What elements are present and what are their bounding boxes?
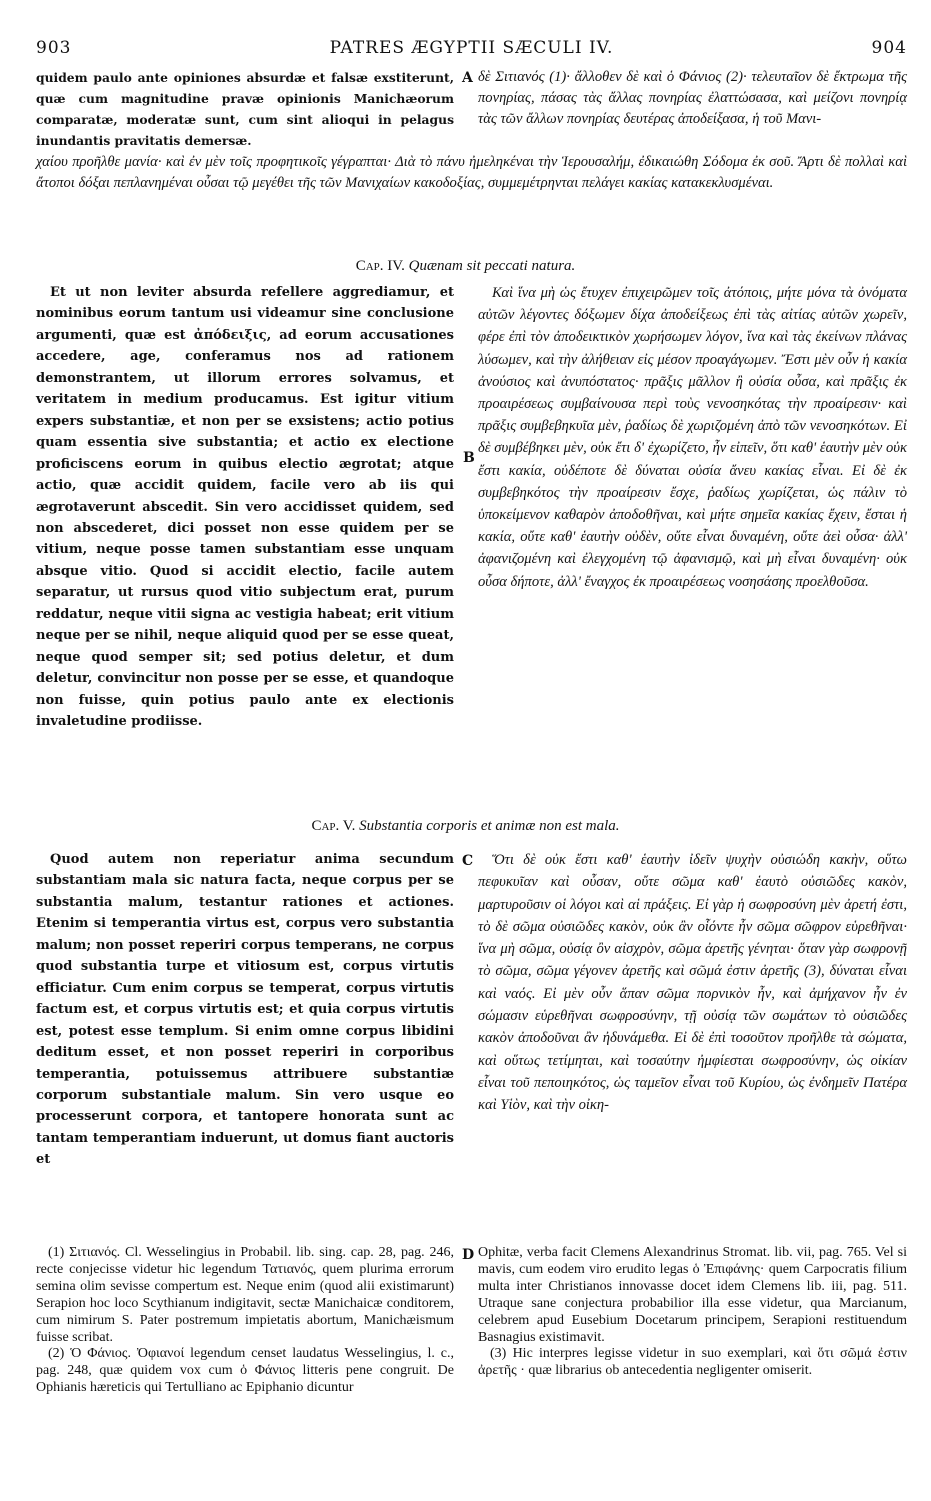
marker-b: B [463, 450, 475, 466]
top-latin-column [36, 67, 454, 151]
running-header [36, 34, 907, 62]
left-page-number: 903 [36, 38, 72, 58]
top-greek-column [478, 67, 907, 130]
top-greek-fullwidth [36, 152, 907, 194]
top-latin-text: quidem paulo ante opiniones absurdæ et falsæ exstiterunt, quæ cum magnitudine pravæ opinionis Manichæorum comparatæ, moderatæ sunt, cum sint alioqui in pelagus inundantis pravitatis demersæ. [36, 70, 454, 149]
chapter-4-number: Cap. IV. [355, 258, 405, 274]
footnote-1: (1) Σιτιανός. Cl. Wesselingius in Probabil. lib. sing. cap. 28, pag. 246, recte conjecisse videtur hic legendum Τατιανός, quem plurima errorum semina olim sevisse compertum est. Neque enim (quod alii existimarunt) Serapion hoc loco Scythianum indigitavit, sectæ Manichaicæ conditorem, cum nimirum S. Pater postremum impietatis abortum, Manichæismum fuisse scribat. [36, 1245, 454, 1345]
chapter-5-greek-column [478, 849, 907, 1117]
chapter-5-title: Substantia corporis et animæ non est mala. [359, 818, 620, 834]
right-page-number: 904 [871, 38, 907, 58]
footnote-3: (3) Hic interpres legisse videtur in suo exemplari, καὶ ὅτι σῶμά ἐστιν ἀρετῆς · quæ librarius ob antecedentia negligenter omiserit. [478, 1346, 907, 1379]
marker-a: A [462, 70, 473, 86]
chapter-5-latin-text: Quod autem non reperiatur anima secundum substantiam mala sic natura facta, neque corpus per se substantia malum, testantur rationes et actiones. Etenim si temperantia virtus est, corpus vero substantia malum; non posset reperiri corpus temperans, ne corpus quod substantia turpe et vitiosum est, corpus virtutis efficiatur. Cum enim corpus se temperat, corpus virtutis factum est, et corpus virtutis est; et quia corpus virtutis est, potest esse templum. Si enim omne corpus libidini deditum esset, et non posset reperiri in corporibus temperantia, potuissemus attribuere substantiæ corporum substantiale malum. Sin vero usque eo processerunt corpora, et tantopere honorata sunt ac tantam temperantiam induerunt, ut domus fiant auctoris et [36, 852, 454, 1168]
chapter-4-latin-column [36, 282, 454, 733]
footnote-2-continued: Ophitæ, verba facit Clemens Alexandrinus Stromat. lib. vii, pag. 765. Vel si mavis, cum eodem viro erudito legas ὁ Ἐπιφάνης· quem Carpocratis filium multa inter Christianos innovasse docet idem Clemens lib. iii, pag. 511. Utraque sane conjectura probabilior illa esse videtur, qua Marcianum, celebrem apud Eusebium Docetarum principem, Serapioni restituendum Basnagius existimavit. [478, 1245, 907, 1345]
chapter-4-heading [0, 258, 931, 275]
chapter-5-greek-text: Ὅτι δὲ οὐκ ἔστι καθ' ἑαυτὴν ἰδεῖν ψυχὴν οὐσιώδη κακὴν, οὕτω πεφυκυῖαν καὶ οὖσαν, οὔτε σῶμα καθ' ἑαυτὸ οὐσιῶδες κακὸν, μαρτυροῦσιν οἱ λόγοι καὶ αἱ πράξεις. Εἰ γὰρ ἡ σωφροσύνη μὲν ἀρετή ἐστι, τὸ δὲ σῶμα οὐσιῶδες κακὸν, οὐκ ἂν οἷόντε ἦν σῶμα σῶφρον εὑρεθῆναι· ἵνα μὴ σῶμα, οὐσίᾳ ὂν αἰσχρὸν, σῶμα ἀρετῆς γένηται· ὅταν γὰρ σωφρονῇ τὸ σῶμα, σῶμα γέγονεν ἀρετῆς καὶ σῶμά ἐστιν ἀρετῆς (3), δύναται εἶναι καὶ ναός. Εἰ μὲν οὖν ἅπαν σῶμα πορνικὸν ἦν, καὶ ἀμήχανον ἦν ἐν σώμασιν εὑρεθῆναι σωφροσύνην, τῇ οὐσίᾳ τῶν σωμάτων τὸ οὐσιῶδες κακὸν ἀποδοῦναι ἂν ἠδυνάμεθα. Εἰ δὲ ἐπὶ τοσοῦτον προῆλθε τὰ σώματα, καὶ οὕτως τετίμηται, καὶ τοσαύτην ἠμφίεσται σωφροσύνην, ὡς οἰκίαν εἶναι τοῦ πεποιηκότος, ὡς ταμεῖον εἶναι τοῦ Κυρίου, ὡς ἐνδημεῖν Πατέρα καὶ Υἱὸν, καὶ τὴν οἰκη- [478, 852, 907, 1114]
footnotes-left-column [36, 1245, 454, 1397]
top-greek-text: δὲ Σιτιανός (1)· ἄλλοθεν δὲ καὶ ὁ Φάνιος (2)· τελευταῖον δὲ ἔκτρωμα τῆς πονηρίας, πάσας τὰς ἄλλας πονηρίας ἐλαττώσασα, καὶ μείζονι πονηρίᾳ τὰς τῶν ἄλλων πονηρίας δευτέρας ἀποδείξασα, ἡ τοῦ Μανι- [478, 69, 907, 128]
top-greek-full-text: χαίου προῆλθε μανία· καὶ ἐν μὲν τοῖς προφητικοῖς γέγραπται· Διὰ τὸ πάνυ ἠμεληκέναι τὴν Ἱερουσαλήμ, ἐδικαιώθη Σόδομα ἐκ σοῦ. Ἄρτι δὲ πολλαὶ καὶ ἄτοποι δόξαι πεπλανημέναι οὖσαι τῷ μεγέθει τῆς τῶν Μανιχαίων κακοδοξίας, συμμεμέτρηνται πελάγει κακίας κατακεκλυσμέναι. [36, 154, 907, 192]
chapter-4-greek-text: Καὶ ἵνα μὴ ὡς ἔτυχεν ἐπιχειρῶμεν τοῖς ἀτόποις, μήτε μόνα τὰ ὀνόματα αὐτῶν λέγοντες δόξωμεν δίχα ἀποδείξεως ἐπὶ τὰς αἰτίας αὐτῶν χωρεῖν, φέρε ἐπὶ τὸν ἀποδεικτικὸν χωρήσωμεν λόγον, ἵνα καὶ τὰς ἐκείνων πλάνας λύσωμεν, καὶ τὴν ἀλήθειαν εἰς μέσον προαγάγωμεν. Ἔστι μὲν οὖν ἡ κακία ἀνούσιος καὶ ἀνυπόστατος· πρᾶξις μᾶλλον ἢ οὐσία οὖσα, καὶ πρᾶξις ἐκ προαιρέσεως συμβαίνουσα περὶ τοὺς νενοσηκότας τὴν προαίρεσιν· καὶ πρᾶξις συμβεβηκυῖα μὲν, ῥαδίως δὲ χωριζομένη ἀπὸ τῶν νενοσηκότων. Εἰ δὲ συμβέβηκει μὲν, οὐκ ἔτι δ' ἐχωρίζετο, ἦν εἰπεῖν, ὅτι καθ' ἑαυτὴν μὲν οὐκ ἔστι κακία, οὐδέποτε δὲ δύναται οὐσία ἄνευ κακίας εἶναι. Εἰ δὲ ἐκ συμβεβηκότος τὴν προαίρεσιν ἔσχε, ῥαδίως χωρίζεται, ὡς πάλιν τὸ ὑποκείμενον καθαρὸν ἀποδοθῆναι, καὶ μήτε σημεῖα κακίας ἔχειν, ἔσται ἡ κακία, οὔτε καθ' ἑαυτὴν οὐδὲν, οὔτε εἶναι δυναμένη, οὔτε ἀεὶ οὖσα· ἀλλ' ἀφανιζομένη καὶ ἐλεγχομένη τῷ ἀφανισμῷ, καὶ μὴ εἶναι δυναμένη· οὐκ οὖσα δήποτε, ἀλλ' ἔναγχος ἐκ προαιρέσεως νοσησάσης προελθοῦσα. [478, 285, 907, 590]
footnote-2: (2) Ὁ Φάνιος. Ὀφιανοί legendum censet laudatus Wesselingius, l. c., pag. 248, quæ quidem vox cum ὁ Φάνιος litteris pene congruit. De Ophianis hæreticis qui Tertulliano ac Epiphanio dicuntur [36, 1346, 454, 1396]
chapter-4-title: Quænam sit peccati natura. [408, 258, 576, 274]
chapter-4-greek-column [478, 282, 907, 593]
chapter-5-latin-column [36, 849, 454, 1171]
marker-d: D [462, 1247, 475, 1263]
footnotes-right-column [478, 1245, 907, 1380]
chapter-5-number: Cap. V. [311, 818, 356, 834]
running-title: PATRES ÆGYPTII SÆCULI IV. [329, 38, 614, 58]
marker-c: C [462, 853, 474, 869]
chapter-4-latin-text: Et ut non leviter absurda refellere aggrediamur, et nominibus eorum tantum usi videamur sine conclusione argumenti, quæ est ἀπόδειξις, ad eorum accusationes accedere, age, conferamus nos ad rationem demonstrantem, ut illorum errores solvamus, et veritatem in medium producamus. Est igitur vitium expers substantiæ, et non per se exsistens; actio potius quam essentia sive substantia; et actio ex electione proficiscens eorum in quibus electio ægrotat; atque actio, quæ accidit quidem, facile vero ab iis qui ægrotaverunt abscedit. Sin vero accidisset quidem, sed non abscederet, dici posset non esse quidem per se vitium, neque posse tamen substantiam esse unquam absque vitio. Quod si accidit electio, facile autem separatur, ut rursus quod vitio subjectum erat, purum reddatur, neque vitii signa ac vestigia habeat; erit vitium neque per se nihil, neque aliquid quod per se esse queat, neque quod semper sit; sed potius deletur, et dum deletur, convincitur non posse per se esse, et quandoque non fuisse, quin potius paulo ante ex electionis invaletudine prodiisse. [36, 285, 454, 730]
chapter-5-heading [0, 818, 931, 835]
